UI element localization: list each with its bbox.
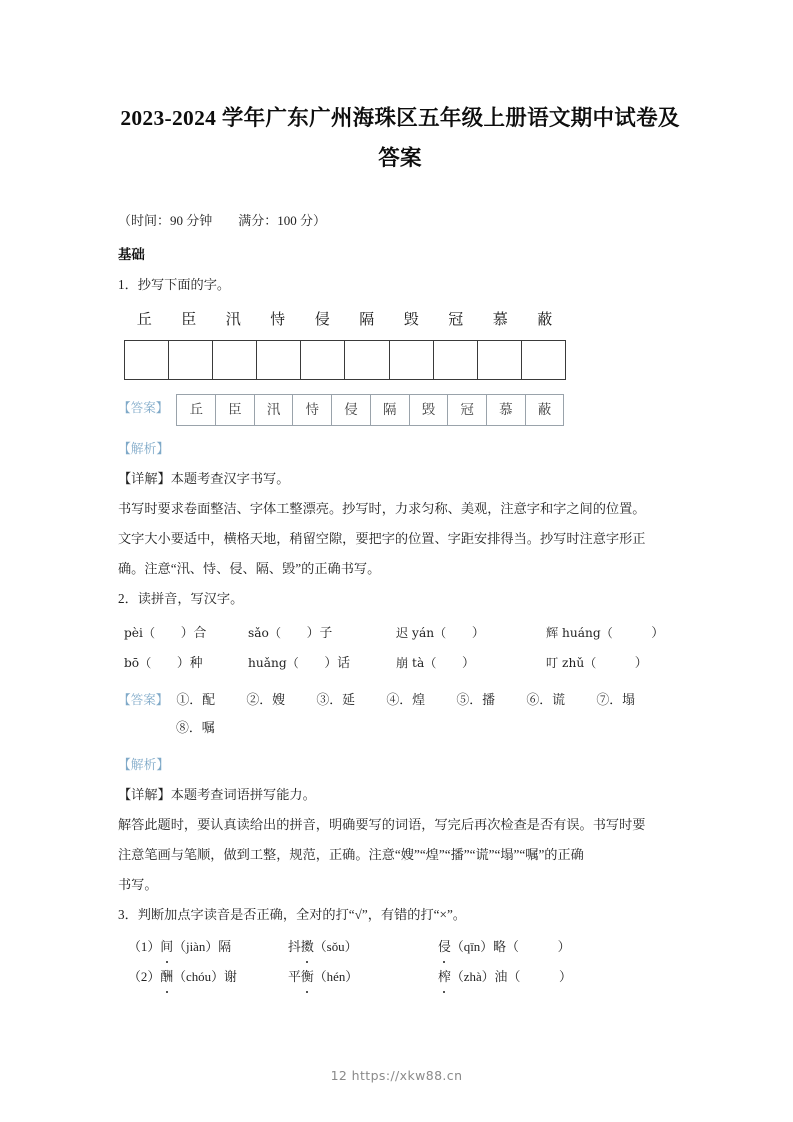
question-2-detail-head: 【详解】本题考查词语拼写能力。 <box>118 787 316 802</box>
item-suffix: （chóu）谢 <box>173 970 237 984</box>
writing-cell[interactable] <box>434 341 478 379</box>
question-1-detail-line: 确。注意“汛、恃、侵、隔、毁”的正确书写。 <box>118 561 381 576</box>
question-2-detail-line: 书写。 <box>118 877 158 892</box>
answer-cell: 毁 <box>410 395 449 425</box>
pinyin-text: 崩 tà（ <box>396 656 437 670</box>
item-suffix: （zhà）油（ ） <box>450 970 572 984</box>
question-2-detail-line: 注意笔画与笔顺，做到工整，规范，正确。注意“嫂”“煌”“播”“谎”“塌”“嘱”的正确 <box>118 847 584 862</box>
question-2-detail-line: 解答此题时，要认真读给出的拼音，明确要写的词语，写完后再次检查是否有误。书写时要 <box>118 817 646 832</box>
item-suffix: （qīn）略（ ） <box>450 940 571 954</box>
question-3-item[interactable] <box>438 932 638 962</box>
analysis-label: 【解析】 <box>118 442 170 456</box>
pinyin-item[interactable] <box>118 648 248 678</box>
pinyin-item[interactable] <box>248 618 396 648</box>
section-heading-basics: 基础 <box>118 247 145 262</box>
pinyin-item[interactable] <box>546 618 686 648</box>
question-3-item[interactable] <box>118 932 288 962</box>
answer-cell: 臣 <box>216 395 255 425</box>
writing-cell[interactable] <box>169 341 213 379</box>
analysis-label: 【解析】 <box>118 758 170 772</box>
page-title: 2023-2024 学年广东广州海珠区五年级上册语文期中试卷及答案 <box>120 106 680 170</box>
writing-cell[interactable] <box>478 341 522 379</box>
item-suffix: （hén） <box>313 970 359 984</box>
pinyin-blank: ）合 <box>155 626 207 640</box>
question-3-item[interactable] <box>288 962 438 992</box>
question-2-answer-row <box>118 686 682 714</box>
dotted-character: 擞 <box>301 932 314 962</box>
answer-item: ④．煌 <box>386 693 426 707</box>
character-cell: 丘 <box>136 312 152 328</box>
writing-cell[interactable] <box>125 341 169 379</box>
dotted-character: 榨 <box>438 962 451 992</box>
answer-label: 【答案】 <box>118 693 169 707</box>
pinyin-text: sǎo（ <box>248 626 282 640</box>
question-1-answer-grid <box>176 394 564 426</box>
pinyin-blank: ） <box>436 656 475 670</box>
writing-cell[interactable] <box>213 341 257 379</box>
answer-item: ①．配 <box>176 693 216 707</box>
pinyin-text: 叮 zhǔ（ <box>546 656 597 670</box>
dotted-character: 间 <box>160 932 173 962</box>
answer-item: ⑤．播 <box>456 693 496 707</box>
question-3-row <box>118 962 682 992</box>
answer-cell: 恃 <box>293 395 332 425</box>
answer-label: 【答案】 <box>118 401 169 415</box>
pinyin-row <box>118 648 682 678</box>
pinyin-item[interactable] <box>396 618 546 648</box>
pinyin-blank: ） <box>446 626 485 640</box>
answer-cell: 慕 <box>487 395 526 425</box>
question-1-detail-head: 【详解】本题考查汉字书写。 <box>118 471 290 486</box>
pinyin-blank: ） <box>612 626 665 640</box>
answer-cell: 隔 <box>371 395 410 425</box>
pinyin-text: pèi（ <box>124 626 156 640</box>
question-3-item[interactable] <box>118 962 288 992</box>
character-cell: 臣 <box>181 312 197 328</box>
item-suffix: （jiàn）隔 <box>173 940 232 954</box>
question-3-prompt: 3．判断加点字读音是否正确，全对的打“√”，有错的打“×”。 <box>118 907 466 922</box>
question-2-answer-continued: ⑧．嘱 <box>176 721 215 735</box>
writing-cell[interactable] <box>522 341 566 379</box>
item-prefix: 抖 <box>288 940 301 954</box>
answer-item: ⑥．谎 <box>526 693 566 707</box>
question-1-detail-line: 书写时要求卷面整洁、字体工整漂亮。抄写时，力求匀称、美观，注意字和字之间的位置。 <box>118 501 646 516</box>
page-footer: 12 https://xkw88.cn <box>330 1068 463 1083</box>
pinyin-item[interactable] <box>396 648 546 678</box>
pinyin-blank: ）子 <box>281 626 333 640</box>
item-number: （2） <box>128 970 161 984</box>
answer-cell: 蔽 <box>526 395 565 425</box>
character-cell: 汛 <box>225 312 241 328</box>
answer-item: ③．延 <box>316 693 356 707</box>
character-cell: 毁 <box>403 312 419 328</box>
answer-cell: 汛 <box>255 395 294 425</box>
dotted-character: 酬 <box>160 962 173 992</box>
pinyin-text: 迟 yán（ <box>396 626 447 640</box>
question-3-item[interactable] <box>438 962 638 992</box>
pinyin-item[interactable] <box>248 648 396 678</box>
pinyin-blank: ）话 <box>298 656 350 670</box>
question-2-answer-items <box>176 686 682 714</box>
answer-cell: 冠 <box>448 395 487 425</box>
dotted-character: 衡 <box>301 962 314 992</box>
dotted-character: 侵 <box>438 932 451 962</box>
pinyin-blank: ）种 <box>151 656 203 670</box>
page-content <box>118 0 682 992</box>
question-2-prompt: 2．读拼音，写汉字。 <box>118 591 244 606</box>
answer-cell: 侵 <box>332 395 371 425</box>
pinyin-text: huǎng（ <box>248 656 299 670</box>
exam-info-line: （时间：90 分钟 满分：100 分） <box>118 213 327 228</box>
pinyin-item[interactable] <box>118 618 248 648</box>
writing-cell[interactable] <box>390 341 434 379</box>
item-suffix: （sǒu） <box>313 940 358 954</box>
character-cell: 慕 <box>492 312 508 328</box>
question-3-row <box>118 932 682 962</box>
writing-cell[interactable] <box>257 341 301 379</box>
writing-cell[interactable] <box>301 341 345 379</box>
pinyin-text: bō（ <box>124 656 152 670</box>
question-1-prompt: 1．抄写下面的字。 <box>118 277 231 292</box>
character-cell: 蔽 <box>537 312 553 328</box>
character-cell: 侵 <box>314 312 330 328</box>
question-1-answer-row <box>118 394 682 426</box>
question-1-writing-grid[interactable] <box>124 340 566 380</box>
question-3-item[interactable] <box>288 932 438 962</box>
answer-item: ⑦．塌 <box>596 693 636 707</box>
answer-cell: 丘 <box>177 395 216 425</box>
pinyin-item[interactable] <box>546 648 686 678</box>
character-cell: 隔 <box>359 312 375 328</box>
item-prefix: 平 <box>288 970 301 984</box>
pinyin-text: 辉 huáng（ <box>546 626 613 640</box>
item-number: （1） <box>128 940 161 954</box>
character-cell: 冠 <box>448 312 464 328</box>
character-cell: 恃 <box>270 312 286 328</box>
pinyin-row <box>118 618 682 648</box>
question-1-character-row <box>122 306 567 334</box>
answer-item: ②．嫂 <box>246 693 286 707</box>
question-3-items <box>118 932 682 992</box>
question-2-pinyin-table <box>118 618 682 678</box>
pinyin-blank: ） <box>596 656 648 670</box>
writing-cell[interactable] <box>345 341 389 379</box>
question-1-detail-line: 文字大小要适中，横格天地，稍留空隙，要把字的位置、字距安排得当。抄写时注意字形正 <box>118 531 646 546</box>
